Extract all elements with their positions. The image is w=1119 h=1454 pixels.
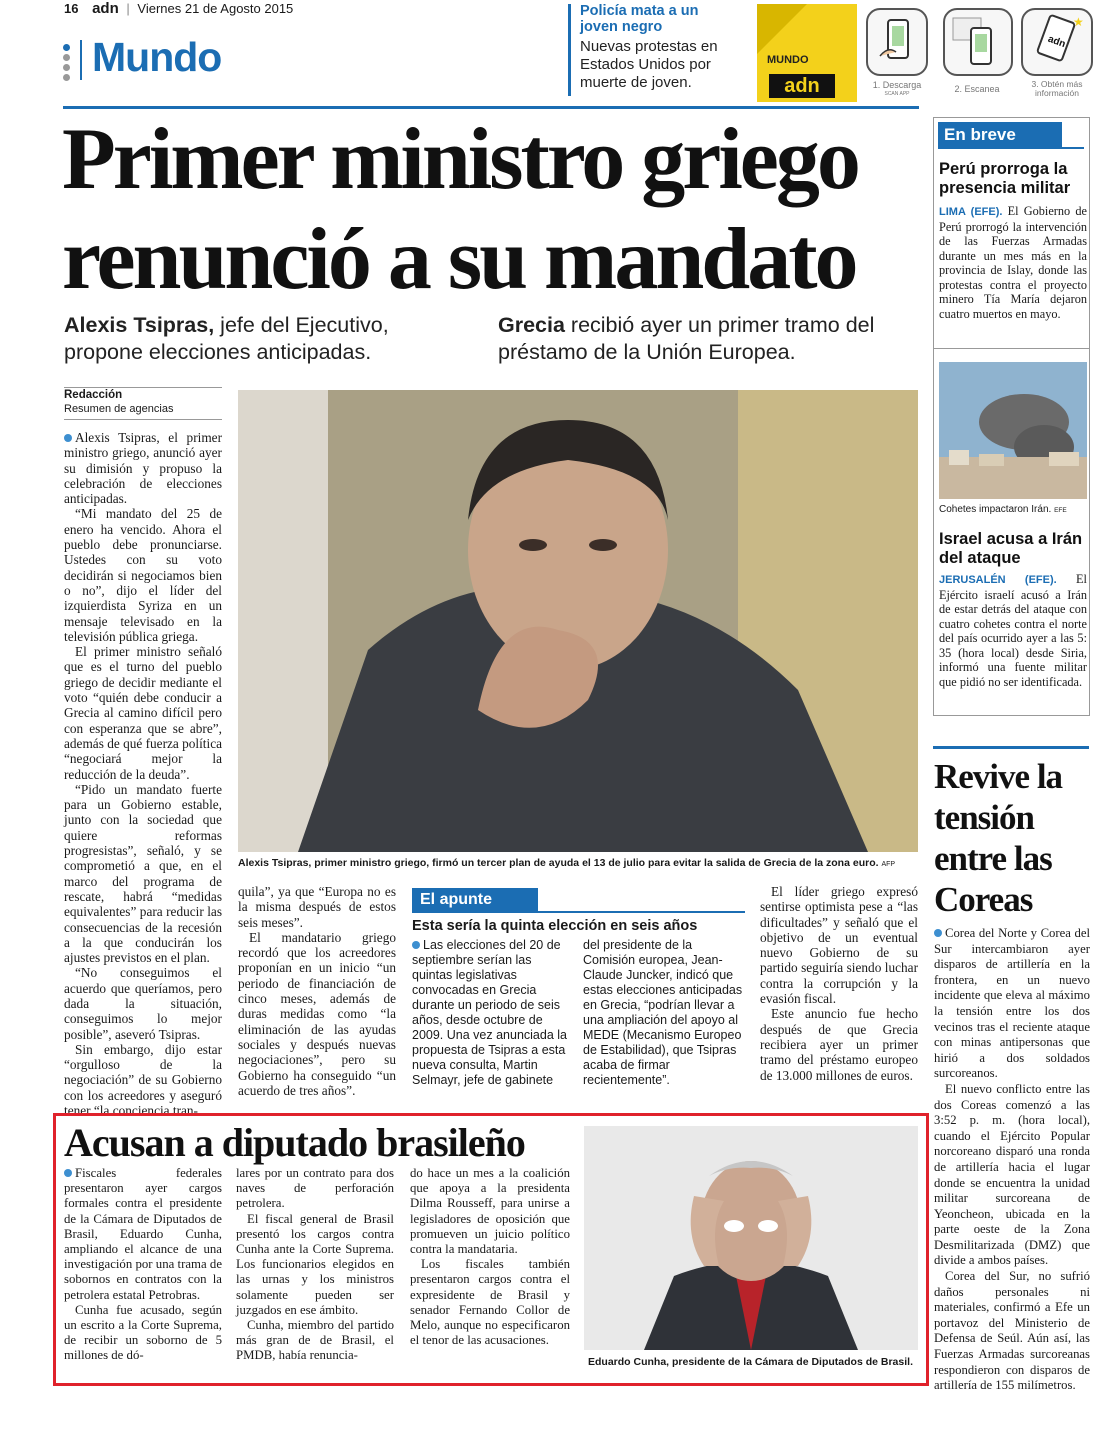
tsipras-photo: [238, 390, 918, 852]
brief-2-title: Israel acusa a Irán del ataque: [939, 530, 1083, 567]
brief-2-dateline: JERUSALÉN (EFE).: [939, 574, 1057, 586]
phone-scan-icon: [945, 10, 1011, 74]
app-badge[interactable]: [757, 4, 857, 102]
brazil-column-2: [236, 1166, 394, 1371]
brazil-column-3: [410, 1166, 570, 1371]
coreas-body: [934, 926, 1090, 1400]
paragraph: Sin embargo, dijo estar “orgulloso de la negociación” de su Gobierno con los acreedores y aseguró tener “la conciencia tran-: [64, 1041, 222, 1119]
apunte-rule: [412, 911, 745, 913]
coreas-headline: Revive la tensión entre las Coreas: [934, 757, 1063, 919]
coreas-rule: [933, 746, 1089, 749]
section-dots: [63, 44, 71, 81]
iran-photo-caption: Cohetes impactaron Irán. EFE: [939, 504, 1067, 515]
en-breve-rule: [938, 147, 1084, 149]
paragraph: El mandatario griego recordó que los acreedores proponían en un inicio “un periodo de financiación de cinco meses, además de duras medidas como “la eliminación de las ayudas sociales y después nuevas negociaciones”, pero su Gobierno ha conseguido “un acuerdo de tres años”.: [238, 929, 396, 1098]
byline-rule-bottom: [64, 419, 222, 420]
teaser-title[interactable]: Policía mata a un joven negro: [580, 3, 699, 35]
folio: 16 adn | Viernes 21 de Agosto 2015: [64, 0, 294, 17]
brief-2-text: JERUSALÉN (EFE). El Ejército israelí acusó a Irán de estar detrás del ataque con cuatro cohetes contra el norte del país ocurrido ayer a las 5: 35 (hora local) desde Siria, informó una fuente militar que pidió no ser identificada.: [939, 572, 1087, 689]
header-rule: [63, 106, 919, 109]
step-1[interactable]: [866, 8, 928, 76]
byline: Redacción: [64, 389, 123, 401]
paragraph: “Pido un mandato fuerte para un Gobierno estable, junto con la sociedad que quiere reformas progresistas”, señaló, y se comprometió a que, en el marco del programa de rescate, habrá “medidas equivalentes” para reducir las consecuencias de la recesión a la que conducirán los ajustes previstos en el plan.: [64, 781, 222, 966]
paragraph: Este anuncio fue hecho después de que Grecia recibiera ayer un primer tramo del préstamo europeo de 13.000 millones de euros.: [760, 1006, 918, 1083]
headline-line-1: Primer ministro griego: [62, 111, 858, 208]
paragraph: Alexis Tsipras, el primer ministro griego, anunció ayer su dimisión y propuso la celebración de elecciones anticipadas.: [64, 430, 222, 507]
byline-sub: Resumen de agencias: [64, 403, 174, 415]
paragraph: “No conseguimos el acuerdo que queríamos, pero dada la situación, conseguimos lo mejor posible”, aseveró Tsipras.: [64, 965, 222, 1042]
cunha-photo-caption: Eduardo Cunha, presidente de la Cámara de Diputados de Brasil.: [588, 1356, 913, 1368]
iran-rocket-photo: [939, 362, 1087, 499]
brief-1-dateline: LIMA (EFE).: [939, 206, 1003, 218]
deck-left: [64, 312, 464, 366]
brazil-headline: Acusan a diputado brasileño: [64, 1120, 525, 1165]
paragraph: Cunha fue acusado, según un escrito a la Corte Suprema, de recibir un soborno de 5 millones de dó-: [64, 1302, 222, 1363]
svg-text:adn: adn: [1046, 33, 1067, 51]
paragraph: El líder griego expresó sentirse optimista pese a “las dificultades” y señaló que el objetivo de un eventual nuevo Gobierno de su partido seguiría siendo luchar contra la corrupción y la evasión fiscal.: [760, 884, 918, 1007]
deck-right-text: recibió ayer un primer tramo del préstamo de la Unión Europea.: [498, 313, 875, 364]
cunha-portrait-illustration: [584, 1126, 918, 1350]
bullet-icon: [64, 1169, 72, 1177]
brief-1-title: Perú prorroga la presencia militar: [939, 160, 1071, 197]
step-3[interactable]: [1021, 8, 1093, 76]
app-badge-brand: adn: [769, 74, 835, 98]
headline-line-2: renunció a su mandato: [62, 211, 856, 308]
brazil-column-1: [64, 1166, 222, 1371]
byline-rule-top: [64, 387, 222, 388]
paragraph: El fiscal general de Brasil presentó los cargos contra Cunha ante la Corte Suprema. Los funcionarios elegidos en las urnas y los ministros solamente pueden ser juzgados en ese ámbito.: [236, 1211, 394, 1317]
step-3-label: 3. Obtén más información: [1031, 79, 1083, 98]
brief-divider: [934, 348, 1089, 349]
svg-text:★: ★: [1073, 15, 1084, 29]
photo-credit: EFE: [1054, 507, 1067, 514]
issue-date: Viernes 21 de Agosto 2015: [137, 1, 294, 16]
deck-left-bold: Alexis Tsipras,: [64, 313, 215, 337]
main-column-5: [760, 884, 918, 1084]
step-1-sub: SCAN APP: [884, 91, 910, 97]
en-breve-label: En breve: [938, 122, 1062, 147]
brand-mini: adn: [92, 0, 119, 17]
deck-right: [498, 312, 918, 366]
deck-left-text: jefe del Ejecutivo, propone elecciones anticipadas.: [64, 313, 389, 364]
apunte-label: El apunte: [412, 888, 538, 912]
paragraph: Corea del Norte y Corea del Sur intercambiaron ayer disparos de artillería en la frontera, en un nuevo incidente que eleva al máximo la tensión entre los dos vecinos tras el reciente ataque con minas antipersonas que hirió a dos soldados surcoreanos.: [934, 926, 1090, 1081]
app-badge-top: MUNDO: [767, 54, 809, 66]
apunte-column-2: del presidente de la Comisión europea, Jean-Claude Juncker, indicó que estas elecciones anticipadas en Grecia, “podrían llevar a una ampliación del apoyo al MEDE (Mecanismo Europeo de Estabilidad), que Tsipras acaba de firmar recientemente”.: [583, 938, 743, 1087]
main-column-2: [238, 884, 396, 1098]
en-breve-box: [933, 117, 1090, 716]
section-title: Mundo: [92, 34, 222, 80]
step-2-label: 2. Escanea: [954, 84, 1000, 94]
main-photo-caption: Alexis Tsipras, primer ministro griego, firmó un tercer plan de ayuda el 13 de julio para evitar la salida de Grecia de la zona euro. AFP: [238, 857, 896, 869]
paragraph: El nuevo conflicto entre las dos Coreas comenzó a las 3:52 p. m. (hora local), cuando el Ejército Popular norcoreano disparó una ronda de artillería hacia el lugar donde se encuentra la unidad militar surcoreana de Yeoncheon, ubicada en la parte oeste de la Zona Desmilitarizada (DMZ) que divide a ambos países.: [934, 1081, 1090, 1268]
paragraph: Corea del Sur, no sufrió daños personales ni materiales, confirmó a Efe un portavoz del Ministerio de Defensa de Seúl. Aún así, las Fuerzas Armadas surcoreanas respondieron con disparos de artillería de 155 milímetros.: [934, 1269, 1090, 1393]
tsipras-portrait-illustration: [238, 390, 918, 852]
bullet-icon: [64, 434, 72, 442]
step-2[interactable]: [943, 8, 1013, 76]
brief-1-text: LIMA (EFE). El Gobierno de Perú prorrogó la intervención de las Fuerzas Armadas durante un mes más en la provincia de Islay, donde las protestas contra el proyecto minero Tía María dejaron cuatro muertos en mayo.: [939, 204, 1088, 321]
bullet-icon: [412, 941, 420, 949]
deck-right-bold: Grecia: [498, 313, 565, 337]
apunte-title: Esta sería la quinta elección en seis años: [412, 918, 698, 934]
main-column-1: [64, 430, 223, 1119]
paragraph: Cunha, miembro del partido más gran de de Brasil, el PMDB, había renuncia-: [236, 1318, 394, 1363]
phone-download-icon: [868, 10, 926, 74]
phone-info-icon: [1023, 10, 1091, 74]
paragraph: El primer ministro señaló que es el turno del pueblo griego de decidir mediante el voto “quién debe conducir a Grecia al camino difícil pero con esperanza que se abre”, además de qué fuerza política “negociará mejor la reducción de la deuda”.: [64, 644, 223, 782]
section-divider: [80, 40, 82, 80]
paragraph: Los fiscales también presentaron cargos contra el expresidente de Brasil y senador Fernando Collor de Melo, aunque no especificaron el tenor de las acusaciones.: [410, 1257, 570, 1348]
paragraph: quila”, ya que “Europa no es la misma después de estos seis meses”.: [238, 884, 396, 930]
paragraph: Fiscales federales presentaron ayer cargos formales contra el presidente de la Cámara de Diputados de Brasil, Eduardo Cunha, ampliando el alcance de una investigación por una trama de sobornos en contratos con la petrolera estatal Petrobras.: [64, 1166, 222, 1302]
apunte-column-1: Las elecciones del 20 de septiembre serían las quintas legislativas convocadas en Grecia durante un periodo de seis años, desde octubre de 2009. Una vez anunciada la propuesta de Tsipras a esta nueva consulta, Martin Selmayr, jefe de gabinete: [412, 938, 567, 1087]
paragraph: lares por un contrato para dos naves de perforación petrolera.: [236, 1166, 394, 1211]
paragraph: “Mi mandato del 25 de enero ha vencido. Ahora el pueblo debe pronunciarse. Ustedes con su voto decidirán si negociamos bien o no”, dijo el líder del izquierdista Syriza en un mensaje televisado en la televisión pública griega.: [64, 506, 222, 644]
teaser-bar: [568, 4, 571, 96]
teaser-text: Nuevas protestas en Estados Unidos por muerte de joven.: [580, 38, 718, 91]
smoke-cityscape-illustration: [939, 362, 1087, 499]
step-1-label: 1. Descarga: [872, 80, 922, 90]
page-number: 16: [64, 1, 79, 16]
cunha-photo: [584, 1126, 918, 1350]
bullet-icon: [934, 929, 942, 937]
photo-credit: AFP: [881, 861, 896, 868]
paragraph: do hace un mes a la coalición que apoya a la presidenta Dilma Rousseff, para unirse a legisladores de oposición que promueven un juicio político contra la mandataria.: [410, 1166, 570, 1257]
